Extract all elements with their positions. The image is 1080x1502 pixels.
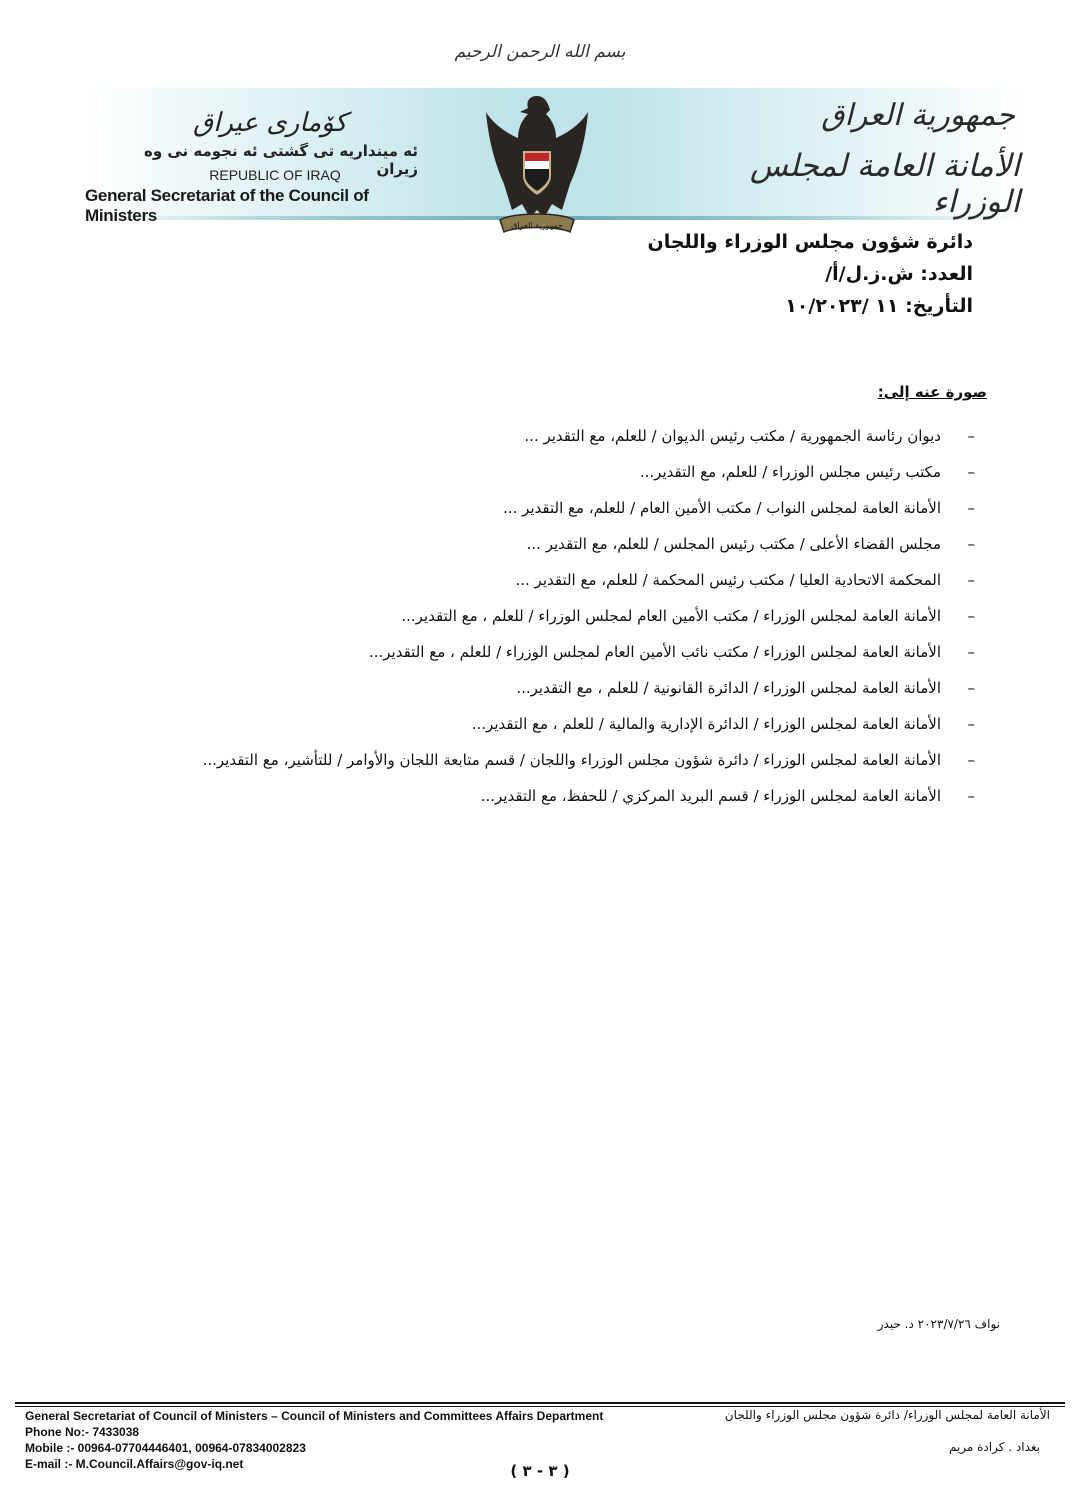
bullet-dash: – xyxy=(967,679,975,697)
list-item: –الأمانة العامة لمجلس الوزراء / الدائرة الإدارية والمالية / للعلم ، مع التقدير... xyxy=(203,706,975,742)
emblem-caption: جمهورية العراق xyxy=(511,221,563,230)
reference-number: العدد: ش.ز.ل/أ/ xyxy=(825,263,973,285)
list-item: –الأمانة العامة لمجلس الوزراء / مكتب نائب الأمين العام لمجلس الوزراء / للعلم ، مع التقدير... xyxy=(203,634,975,670)
bullet-dash: – xyxy=(967,571,975,589)
kurdish-title: كۆماری عیراق xyxy=(193,108,347,138)
list-item: –الأمانة العامة لمجلس الوزراء / قسم البريد المركزي / للحفظ، مع التقدير... xyxy=(203,778,975,814)
footer-department-ar: الأمانة العامة لمجلس الوزراء/ دائرة شؤون مجلس الوزراء واللجان xyxy=(724,1408,1050,1422)
secretariat-english: General Secretariat of the Council of Ministers xyxy=(85,186,369,225)
department-heading: دائرة شؤون مجلس الوزراء واللجان xyxy=(647,231,973,253)
footer-phone: Phone No:- 7433038 xyxy=(25,1425,140,1439)
typist-note: نواف ٢٠٢٣/٧/٢٦ د. حيدر xyxy=(877,1317,1000,1331)
copies-to-title: صورة عنه إلى: xyxy=(877,383,987,401)
list-item: –الأمانة العامة لمجلس النواب / مكتب الأمين العام / للعلم، مع التقدير ... xyxy=(203,490,975,526)
arabic-title: جمهورية العراق xyxy=(821,98,1015,133)
footer-email: E-mail :- M.Council.Affairs@gov-iq.net xyxy=(25,1457,244,1471)
footer-mobile: Mobile :- 00964-07704446401, 00964-07834002823 xyxy=(25,1441,306,1455)
bullet-dash: – xyxy=(967,751,975,769)
list-item: –مجلس القضاء الأعلى / مكتب رئيس المجلس / للعلم، مع التقدير ... xyxy=(203,526,975,562)
kurdish-subtitle: ئه مینداریه تی گشتی ئه نجومه نی وه زیران xyxy=(143,142,418,178)
document-date: التأريخ: ١١ /١٠/٢٠٢٣ xyxy=(785,295,973,317)
republic-english: REPUBLIC OF IRAQ xyxy=(209,167,341,183)
bullet-dash: – xyxy=(967,499,975,517)
page-number: ( ٣ - ٣ ) xyxy=(510,1462,570,1480)
copies-list xyxy=(203,418,975,814)
arabic-subtitle: الأمانة العامة لمجلس الوزراء xyxy=(749,148,1020,220)
list-item: –مكتب رئيس مجلس الوزراء / للعلم، مع التقدير... xyxy=(203,454,975,490)
bullet-dash: – xyxy=(967,787,975,805)
list-item: –ديوان رئاسة الجمهورية / مكتب رئيس الديوان / للعلم، مع التقدير ... xyxy=(203,418,975,454)
footer-divider-thin xyxy=(15,1406,1065,1407)
bullet-dash: – xyxy=(967,535,975,553)
list-item: –الأمانة العامة لمجلس الوزراء / دائرة شؤون مجلس الوزراء واللجان / قسم متابعة اللجان والأوامر / للتأشير، مع التقدير... xyxy=(203,742,975,778)
list-item: –الأمانة العامة لمجلس الوزراء / الدائرة القانونية / للعلم ، مع التقدير... xyxy=(203,670,975,706)
footer-divider xyxy=(15,1402,1065,1404)
bullet-dash: – xyxy=(967,715,975,733)
bullet-dash: – xyxy=(967,643,975,661)
basmala: بسم الله الرحمن الرحيم xyxy=(454,42,626,62)
footer-department-en: General Secretariat of Council of Ministers – Council of Ministers and Committees Affairs Department xyxy=(25,1409,604,1423)
list-item: –الأمانة العامة لمجلس الوزراء / مكتب الأمين العام لمجلس الوزراء / للعلم ، مع التقدير... xyxy=(203,598,975,634)
bullet-dash: – xyxy=(967,607,975,625)
bullet-dash: – xyxy=(967,463,975,481)
list-item: –المحكمة الاتحادية العليا / مكتب رئيس المحكمة / للعلم، مع التقدير ... xyxy=(203,562,975,598)
bullet-dash: – xyxy=(967,427,975,445)
footer-location: بغداد . كرادة مريم xyxy=(948,1440,1040,1454)
iraq-eagle-emblem-icon xyxy=(482,92,592,250)
